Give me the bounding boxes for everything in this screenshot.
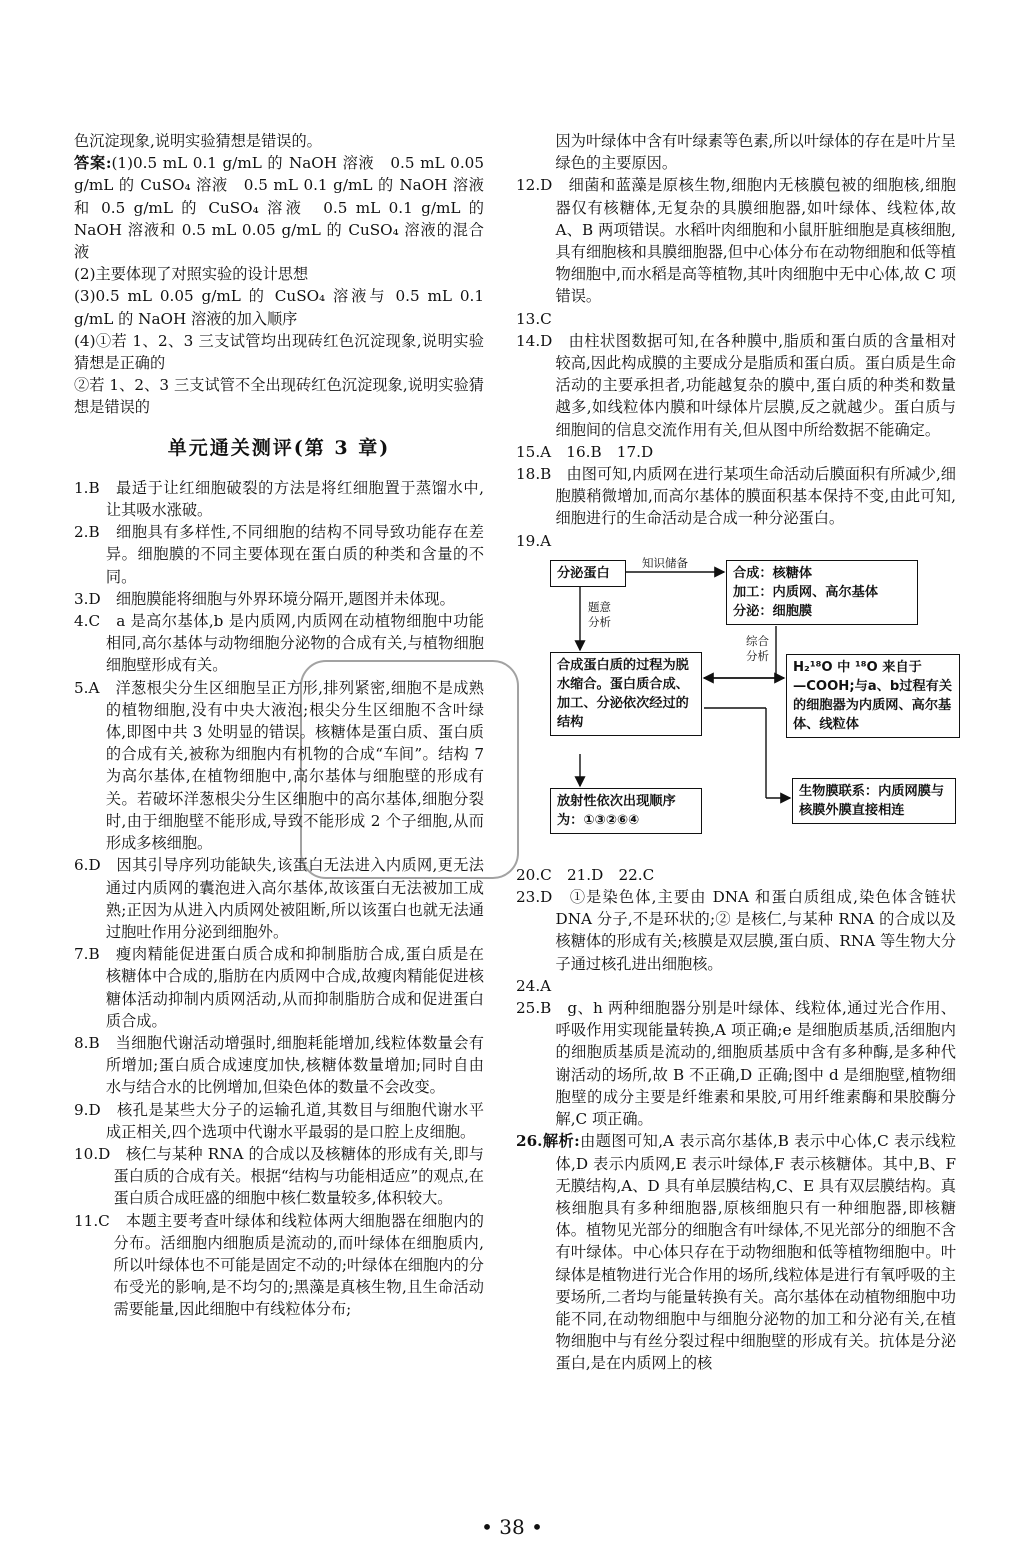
- answer-item: 15.A 16.B 17.D: [516, 442, 654, 461]
- right-column: [516, 130, 956, 1375]
- answer-item: 3.D 细胞膜能将细胞与外界环境分隔开,题图并未体现。: [74, 589, 455, 608]
- answer-1-text: (1)0.5 mL 0.1 g/mL 的 NaOH 溶液 0.5 mL 0.05 g/mL 的 CuSO₄ 溶液 0.5 mL 0.1 g/mL 的 NaOH 溶液和 0.5 g/mL 的 CuSO₄ 溶液 0.5 mL 0.1 g/mL 的 NaOH 溶液和 0.5 mL 0.05 g/mL 的 CuSO₄ 溶液的混合液: [74, 154, 484, 262]
- section-title: 单元通关测评(第 3 章): [167, 436, 391, 459]
- answer-item: 11.C 本题主要考查叶绿体和线粒体两大细胞器在细胞内的分布。活细胞内细胞质是流动的,而叶绿体在细胞质内,所以叶绿体也不可能是固定不动的;叶绿体在细胞内的分布受光的影响,是不均匀的;黑藻是真核生物,且生命活动需要能量,因此细胞中有线粒体分布;: [74, 1211, 484, 1319]
- page-number: • 38 •: [481, 1515, 543, 1539]
- question-analysis-label: 题意 分析: [588, 599, 611, 629]
- process-box: 合成蛋白质的过程为脱水缩合。蛋白质合成、加工、分泌依次经过的结构: [550, 652, 702, 736]
- answer-4b: ②若 1、2、3 三支试管不全出现砖红色沉淀现象,说明实验猜想是错误的: [74, 376, 484, 417]
- answer-item: 24.A: [516, 976, 552, 995]
- answer-item: 9.D 核孔是某些大分子的运输孔道,其数目与细胞代谢水平成正相关,四个选项中代谢水平最弱的是口腔上皮细胞。: [74, 1100, 484, 1141]
- knowledge-reserve-label: 知识储备: [642, 555, 688, 570]
- answer-item: 19.A: [516, 531, 552, 550]
- answer-item: 7.B 瘦肉精能促进蛋白质合成和抑制脂肪合成,蛋白质是在核糖体中合成的,脂肪在内质网中合成,故瘦肉精能促进核糖体活动抑制内质网活动,从而抑制脂肪合成和促进蛋白质合成。: [74, 945, 484, 1030]
- answer-1: [74, 152, 484, 263]
- answer-item: 12.D 细菌和蓝藻是原核生物,细胞内无核膜包被的细胞核,细胞器仅有核糖体,无复杂的具膜细胞器,如叶绿体、线粒体,故 A、B 两项错误。水稻叶肉细胞和小鼠肝脏细胞是真核细胞,具有细胞核和具膜细胞器,但中心体分布在动物细胞和低等植物细胞中,而水稻是高等植物,其叶肉细胞中无中心体,故 C 项错误。: [516, 176, 956, 306]
- answer-3: (3)0.5 mL 0.05 g/mL 的 CuSO₄ 溶液与 0.5 mL 0.1 g/mL 的 NaOH 溶液的加入顺序: [74, 287, 484, 328]
- synthesis-line: 合成：核糖体: [733, 565, 813, 581]
- concept-diagram: [546, 555, 966, 858]
- answer-item: 1.B 最适于让红细胞破裂的方法是将红细胞置于蒸馏水中,让其吸水涨破。: [74, 478, 484, 520]
- comprehensive-analysis-label: 综合 分析: [746, 633, 769, 663]
- secretion-line: 分泌：细胞膜: [733, 603, 813, 619]
- answer-item: 20.C 21.D 22.C: [516, 865, 655, 884]
- intro-line: 色沉淀现象,说明实验猜想是错误的。: [74, 132, 322, 150]
- answer-2: (2)主要体现了对照实验的设计思想: [74, 265, 309, 284]
- answer-item: 5.A 洋葱根尖分生区细胞呈正方形,排列紧密,细胞不是成熟的植物细胞,没有中央大液泡;根尖分生区细胞不含叶绿体,即图中共 3 处明显的错误。核糖体是蛋白质、蛋白质的合成有关,被称为细胞内有机物的合成“车间”。结构 7 为高尔基体,在植物细胞中,高尔基体与细胞壁的形成有关。若破坏洋葱根尖分生区细胞中的高尔基体,细胞分裂时,由于细胞壁不能形成,导致不能形成 2 个子细胞,从而形成多核细胞。: [74, 678, 484, 853]
- secretory-protein-box: 分泌蛋白: [550, 560, 626, 587]
- answer-item: 13.C: [516, 309, 552, 328]
- answer-item: 18.B 由图可知,内质网在进行某项生命活动后膜面积有所减少,细胞膜稍微增加,而高尔基体的膜面积基本保持不变,由此可知,细胞进行的生命活动是合成一种分泌蛋白。: [516, 465, 956, 528]
- answer-item-26: [516, 1130, 956, 1374]
- watermark-stamp: [300, 660, 519, 879]
- processing-line: 加工：内质网、高尔基体: [733, 584, 879, 600]
- answer-item: 23.D ①是染色体,主要由 DNA 和蛋白质组成,染色体含链状 DNA 分子,不是环状的;② 是核仁,与某种 RNA 的合成以及核糖体的形成有关;核膜是双层膜,蛋白质、RNA 等生物大分子通过核孔进出细胞核。: [516, 888, 956, 973]
- biomembrane-box: 生物膜联系：内质网膜与核膜外膜直接相连: [792, 778, 956, 824]
- item26-label: 26.解析:: [516, 1132, 580, 1151]
- radioactive-box: 放射性依次出现顺序为：①③②⑥④: [550, 788, 702, 834]
- continued-text: 因为叶绿体中含有叶绿素等色素,所以叶绿体的存在是叶片呈绿色的主要原因。: [555, 132, 956, 173]
- answer-item: 14.D 由柱状图数据可知,在各种膜中,脂质和蛋白质的含量相对较高,因此构成膜的主要成分是脂质和蛋白质。蛋白质是生命活动的主要承担者,功能越复杂的膜中,蛋白质的种类和数量越多,如线粒体内膜和叶绿体片层膜,反之就越少。蛋白质与细胞间的信息交流作用有关,但从图中所给数据不能确定。: [516, 331, 956, 439]
- o18-box: [786, 654, 960, 738]
- answer-item: 25.B g、h 两种细胞器分别是叶绿体、线粒体,通过光合作用、呼吸作用实现能量转换,A 项正确;e 是细胞质基质,活细胞内的细胞质基质是流动的,细胞质基质中含有多种酶,是多种代谢活动的场所,故 B 不正确,D 正确;图中 d 是细胞壁,植物细胞壁的成分主要是纤维素和果胶,可用纤维素酶和果胶酶分解,C 项正确。: [516, 999, 956, 1129]
- o18-line-a: H₂¹⁸O 中 ¹⁸O 来自于: [793, 659, 922, 675]
- answer-label: 答案:: [74, 154, 112, 173]
- answer-item: 2.B 细胞具有多样性,不同细胞的结构不同导致功能存在差异。细胞膜的不同主要体现在蛋白质的种类和含量的不同。: [74, 523, 484, 586]
- item26-text: 由题图可知,A 表示高尔基体,B 表示中心体,C 表示线粒体,D 表示内质网,E 表示叶绿体,F 表示核糖体。其中,B、F 无膜结构,A、D 具有单层膜结构,C、E 具有双层膜结构。真核细胞具有多种细胞器,原核细胞只有一种细胞器,即核糖体。植物见光部分的细胞含有叶绿体,不见光部分的细胞不含有叶绿体。中心体只存在于动物细胞和低等植物细胞中。叶绿体是植物进行光合作用的场所,线粒体是进行有氧呼吸的主要场所,二者均与能量转换有关。高尔基体在动植物细胞中功能不同,在动物细胞中与细胞分泌物的加工和分泌有关,在植物细胞中与有丝分裂过程中细胞壁的形成有关。抗体是分泌蛋白,是在内质网上的核: [555, 1132, 956, 1373]
- answer-4a: (4)①若 1、2、3 三支试管均出现砖红色沉淀现象,说明实验猜想是正确的: [74, 331, 484, 373]
- knowledge-box: [726, 560, 918, 625]
- answer-item: 6.D 因其引导序列功能缺失,该蛋白无法进入内质网,更无法通过内质网的囊泡进入高尔基体,故该蛋白无法被加工成熟;正因为从进入内质网处被阻断,所以该蛋白也就无法通过胞吐作用分泌到细胞外。: [74, 856, 484, 941]
- answer-item: 10.D 核仁与某种 RNA 的合成以及核糖体的形成有关,即与蛋白质的合成有关。根据“结构与功能相适应”的观点,在蛋白质合成旺盛的细胞中核仁数量较多,体积较大。: [74, 1144, 484, 1208]
- answer-item: 8.B 当细胞代谢活动增强时,细胞耗能增加,线粒体数量会有所增加;蛋白质合成速度加快,核糖体数量增加;同时自由水与结合水的比例增加,但染色体的数量不会改变。: [74, 1033, 484, 1097]
- o18-line-b: —COOH;与a、b过程有关的细胞器为内质网、高尔基体、线粒体: [793, 678, 953, 732]
- answer-item: 4.C a 是高尔基体,b 是内质网,内质网在动植物细胞中功能相同,高尔基体与动物细胞分泌物的合成有关,与植物细胞细胞壁形成有关。: [74, 612, 484, 675]
